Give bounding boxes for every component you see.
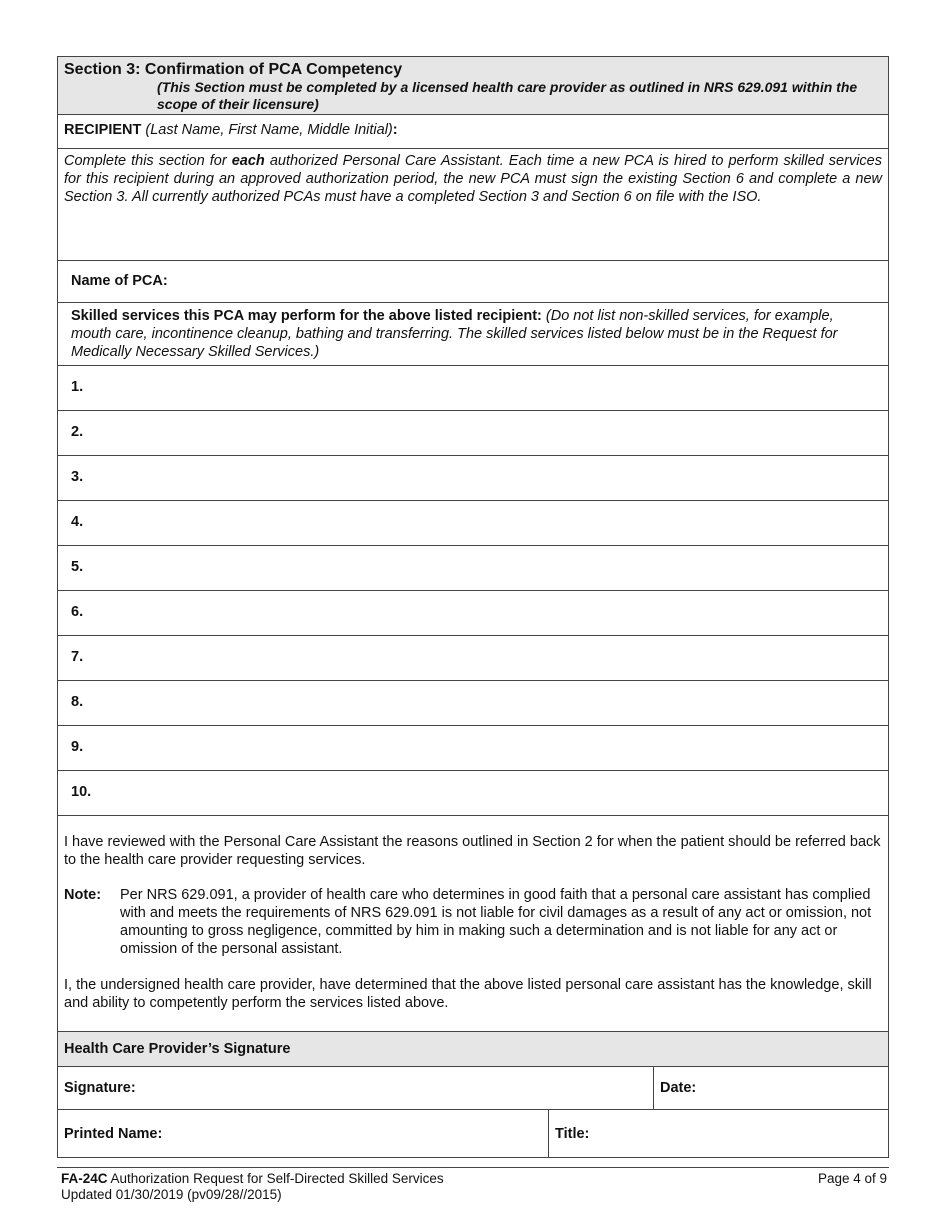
page-footer [61,1171,887,1203]
footer-form-line [61,1171,887,1187]
form-title: Authorization Request for Self-Directed Skilled Services [107,1171,444,1186]
service-line-number: 5. [71,559,84,575]
footer-divider [57,1167,889,1168]
service-line-7[interactable] [58,636,888,681]
skilled-services-label: Skilled services this PCA may perform for the above listed recipient: [71,308,542,324]
date-field[interactable] [654,1067,888,1109]
instructions-part1: Complete this section for [64,153,232,169]
service-line-6[interactable] [58,591,888,636]
signature-section-title: Health Care Provider’s Signature [64,1041,291,1057]
printed-name-field[interactable] [58,1110,549,1157]
service-line-10[interactable] [58,771,888,816]
section-title: Section 3: Confirmation of PCA Competency [64,61,403,78]
recipient-colon: : [392,122,398,138]
signature-row [58,1067,888,1110]
signature-section-header [58,1032,888,1067]
skilled-services-header [58,303,888,366]
service-line-9[interactable] [58,726,888,771]
printed-name-label: Printed Name: [64,1126,163,1142]
liability-note [64,886,882,958]
pca-name-label: Name of PCA: [71,273,168,289]
instructions-bold: each [231,153,265,169]
service-line-number: 10. [71,784,92,800]
note-label: Note: [64,887,102,903]
signature-field[interactable] [58,1067,654,1109]
service-line-number: 6. [71,604,84,620]
footer-updated: Updated 01/30/2019 (pv09/28//2015) [61,1187,282,1202]
section-3-form [57,56,889,1158]
signature-label: Signature: [64,1080,136,1096]
service-line-number: 2. [71,424,84,440]
service-line-2[interactable] [58,411,888,456]
service-line-number: 3. [71,469,84,485]
provider-statement [58,816,888,1032]
service-line-number: 9. [71,739,84,755]
section-header [58,57,888,115]
determination-statement: I, the undersigned health care provider, have determined that the above listed personal care assistant has the knowledge, skill and ability to competently perform the services listed above. [64,977,872,1011]
recipient-field[interactable] [58,115,888,149]
service-line-3[interactable] [58,456,888,501]
service-line-number: 4. [71,514,84,530]
pca-name-field[interactable] [58,261,888,303]
instructions-part2: authorized Personal Care Assistant. Each time a new PCA is hired to perform skilled services for this recipient during an approved authorization period, the new PCA must sign the existing Section 6 and complete a new Section 3. All currently authorized PCAs must have a completed Section 3 and Section 6 on file with the ISO. [64,153,882,205]
service-line-4[interactable] [58,501,888,546]
service-line-1[interactable] [58,366,888,411]
service-line-8[interactable] [58,681,888,726]
section-subtitle: (This Section must be completed by a licensed health care provider as outlined in NRS 629.091 within the scope of their licensure) [157,79,858,112]
reviewed-statement: I have reviewed with the Personal Care Assistant the reasons outlined in Section 2 for when the patient should be referred back to the health care provider requesting services. [64,834,881,868]
date-label: Date: [660,1080,697,1096]
form-id: FA-24C [61,1171,108,1186]
service-line-number: 7. [71,649,84,665]
instructions [58,149,888,261]
skilled-services-note: (Do not list non-skilled services, for example, mouth care, incontinence cleanup, bathing and transferring. The skilled services listed below must be in the Request for Medically Necessary Skilled Services.) [71,308,838,360]
printed-name-row [58,1110,888,1157]
service-line-number: 8. [71,694,84,710]
recipient-hint: (Last Name, First Name, Middle Initial) [145,122,393,138]
note-text: Per NRS 629.091, a provider of health care who determines in good faith that a personal care assistant has complied with and meets the requirements of NRS 629.091 is not liable for civil damages as a result of any act or omission, not amounting to gross negligence, committed by him in making such a determination and is not liable for any act or omission of the personal assistant. [120,887,872,957]
service-line-5[interactable] [58,546,888,591]
recipient-label: RECIPIENT [64,122,142,138]
title-field[interactable] [549,1110,888,1157]
service-line-number: 1. [71,379,84,395]
page-number: Page 4 of 9 [817,1171,887,1186]
title-label: Title: [555,1126,590,1142]
